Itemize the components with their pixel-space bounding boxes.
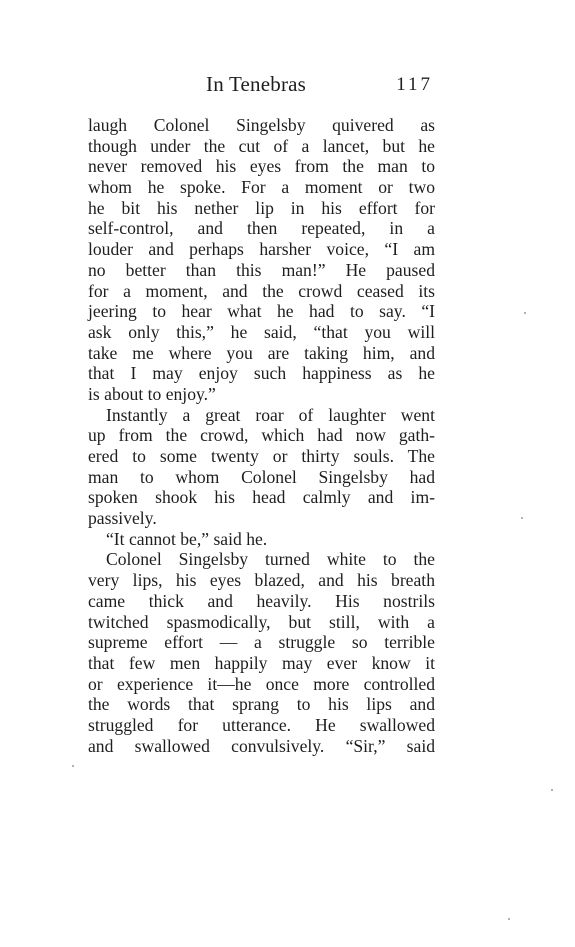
text-line: whom he spoke. For a moment or two — [88, 177, 435, 198]
text-line: though under the cut of a lancet, but he — [88, 135, 435, 156]
text-line: he bit his nether lip in his effort for — [88, 197, 435, 218]
paper-speck — [521, 517, 523, 519]
paper-speck — [524, 312, 526, 314]
text-line: never removed his eyes from the man to — [88, 156, 435, 177]
text-line: no better than this man!” He paused — [88, 259, 435, 280]
text-line: “It cannot be,” said he. — [106, 528, 268, 549]
text-line: is about to enjoy.” — [88, 383, 216, 404]
text-line: self-control, and then repeated, in a — [88, 218, 435, 239]
text-line: up from the crowd, which had now gath- — [88, 425, 435, 446]
text-line: louder and perhaps harsher voice, “I am — [88, 239, 435, 260]
text-line: or experience it—he once more controlled — [88, 673, 435, 694]
text-line: passively. — [88, 508, 157, 529]
text-line: and swallowed convulsively. “Sir,” said — [88, 735, 435, 756]
paper-speck — [508, 918, 510, 920]
text-line: spoken shook his head calmly and im- — [88, 487, 435, 508]
paper-speck — [551, 789, 553, 791]
text-line: laugh Colonel Singelsby quivered as — [88, 115, 435, 135]
text-line: Instantly a great roar of laughter went — [106, 404, 435, 425]
body-text — [88, 115, 435, 756]
text-line: the words that sprang to his lips and — [88, 694, 435, 715]
text-line: ask only this,” he said, “that you will — [88, 321, 435, 342]
text-line: jeering to hear what he had to say. “I — [88, 301, 435, 322]
text-line: that I may enjoy such happiness as he — [88, 363, 435, 384]
text-line: Colonel Singelsby turned white to the — [106, 549, 435, 570]
text-line: struggled for utterance. He swallowed — [88, 714, 435, 735]
text-line: that few men happily may ever know it — [88, 652, 435, 673]
text-line: came thick and heavily. His nostrils — [88, 590, 435, 611]
text-line: very lips, his eyes blazed, and his breath — [88, 570, 435, 591]
text-line: take me where you are taking him, and — [88, 342, 435, 363]
page-header — [88, 72, 433, 100]
page-number: 117 — [396, 74, 433, 95]
text-line: supreme effort — a struggle so terrible — [88, 632, 435, 653]
text-line: for a moment, and the crowd ceased its — [88, 280, 435, 301]
text-line: twitched spasmodically, but still, with a — [88, 611, 435, 632]
text-line: ered to some twenty or thirty souls. The — [88, 446, 435, 466]
text-line: man to whom Colonel Singelsby had — [88, 466, 435, 487]
running-title: In Tenebras — [206, 72, 307, 96]
paper-speck — [72, 765, 74, 767]
